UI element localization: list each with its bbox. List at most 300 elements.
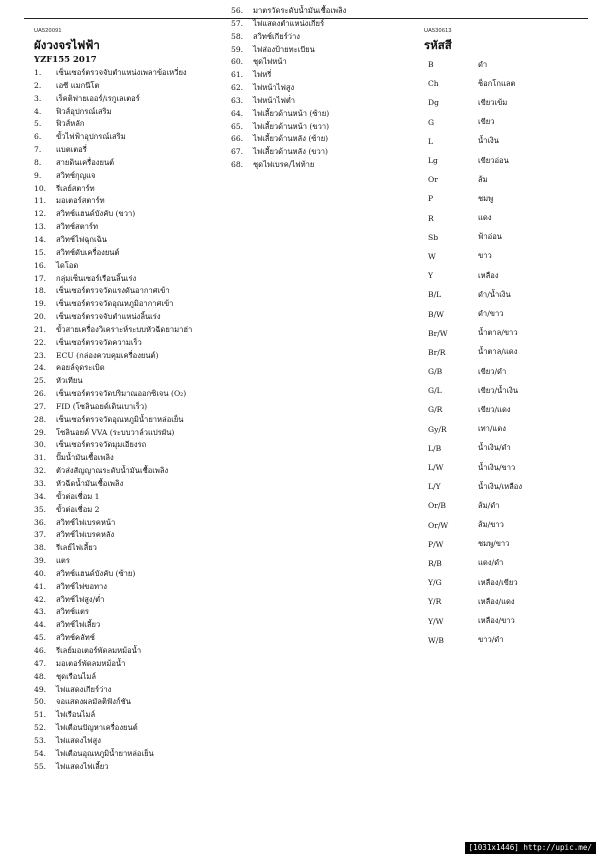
color-code: B/W <box>428 309 444 319</box>
section-code-right: UA530613 <box>424 28 452 34</box>
color-code: B <box>428 60 434 70</box>
legend-item-number: 41. <box>34 581 47 591</box>
color-code: W <box>428 251 436 261</box>
legend-item-number: 19. <box>34 299 47 309</box>
color-name: น้ำตาล/ขาว <box>478 328 518 338</box>
legend-item-number: 31. <box>34 453 47 463</box>
legend-item-text: ไฟแสดงไฟเลี้ยว <box>56 761 109 771</box>
color-code: L/W <box>428 463 444 473</box>
legend-item-number: 6. <box>34 132 42 142</box>
color-name: น้ำเงิน/ขาว <box>478 462 516 472</box>
legend-item-text: เซ็นเซอร์ตรวจจับตำแหน่งเพลาข้อเหวี่ยง <box>56 68 187 77</box>
color-code-row <box>428 458 522 477</box>
legend-item-text: ตัวส่งสัญญาณระดับน้ำมันเชื้อเพลิง <box>56 466 169 476</box>
color-code: W/B <box>428 635 444 645</box>
color-code: Br/R <box>428 347 446 357</box>
legend-item-text: ขั้วไฟฟ้าอุปกรณ์เสริม <box>56 132 126 142</box>
legend-item-number: 23. <box>34 350 47 360</box>
legend-item <box>231 56 411 69</box>
legend-list-2 <box>231 5 411 172</box>
color-code: Ch <box>428 79 439 89</box>
legend-item <box>34 285 224 298</box>
color-code-row <box>428 228 522 247</box>
color-code-row <box>428 285 522 304</box>
legend-item-number: 65. <box>231 121 244 131</box>
legend-item-number: 11. <box>34 196 47 206</box>
color-code-row <box>428 516 522 535</box>
color-code-row <box>428 170 522 189</box>
legend-item <box>34 568 224 581</box>
color-code-row <box>428 266 522 285</box>
legend-item-text: สวิทช์ไฟเลี้ยว <box>56 620 101 630</box>
legend-item-number: 48. <box>34 671 47 681</box>
legend-item-number: 49. <box>34 684 47 694</box>
legend-item-number: 32. <box>34 466 47 476</box>
legend-item-number: 9. <box>34 170 42 180</box>
legend-item <box>34 350 224 363</box>
legend-item <box>231 133 411 146</box>
legend-item <box>34 401 224 414</box>
color-code-row <box>428 343 522 362</box>
legend-item-number: 59. <box>231 44 244 54</box>
color-code: Y/G <box>428 578 442 588</box>
legend-item <box>34 696 224 709</box>
legend-item <box>34 195 224 208</box>
legend-item-text: ไฟส่องป้ายทะเบียน <box>253 44 315 54</box>
legend-item-number: 12. <box>34 209 47 219</box>
legend-item-number: 60. <box>231 57 244 67</box>
legend-item <box>34 170 224 183</box>
color-name: เหลือง/ขาว <box>478 616 515 626</box>
legend-item-number: 33. <box>34 479 47 488</box>
legend-item-number: 51. <box>34 710 47 720</box>
color-name: น้ำเงิน/ดำ <box>478 443 511 453</box>
legend-item <box>34 375 224 388</box>
color-code: R <box>428 213 434 223</box>
color-code-row <box>428 573 522 592</box>
color-code-table <box>428 55 522 650</box>
color-name: เหลือง/แดง <box>478 596 515 606</box>
legend-item-text: ไฟหน้าไฟต่ำ <box>253 95 296 105</box>
color-code-row <box>428 496 522 515</box>
color-name: ส้ม/ขาว <box>478 520 504 530</box>
color-code-row <box>428 113 522 132</box>
legend-item <box>34 529 224 542</box>
legend-item <box>34 619 224 632</box>
color-code: Gy/R <box>428 424 447 434</box>
legend-item-number: 25. <box>34 376 47 386</box>
color-name: น้ำเงิน/เหลือง <box>478 481 523 491</box>
legend-item <box>34 735 224 748</box>
legend-item-text: ไฟเตือนอุณหภูมิน้ำยาหล่อเย็น <box>56 748 154 758</box>
legend-item-text: แตร <box>56 556 70 566</box>
legend-item-text: สวิทช์แฮนด์บังคับ (ขวา) <box>56 209 136 219</box>
color-code: G/R <box>428 405 443 415</box>
legend-item-text: ไฟเรือนไมล์ <box>56 710 96 720</box>
color-name: เหลือง <box>478 270 499 280</box>
legend-item-text: ปั๊มน้ำมันเชื้อเพลิง <box>56 453 114 463</box>
legend-item-number: 1. <box>34 68 42 77</box>
legend-item <box>34 517 224 530</box>
legend-item-number: 40. <box>34 568 47 578</box>
legend-item-text: โซลินอยด์ VVA (ระบบวาล์วแปรผัน) <box>56 427 175 437</box>
legend-item-number: 63. <box>231 95 244 105</box>
legend-item-text: สวิทช์ดับเครื่องยนต์ <box>56 247 120 257</box>
color-name: เขียวอ่อน <box>478 155 509 165</box>
color-code-row <box>428 381 522 400</box>
legend-item-text: ขั้วต่อเชื่อม 1 <box>56 491 100 501</box>
legend-item-number: 16. <box>34 260 47 270</box>
legend-item-text: ไฟเลี้ยวด้านหลัง (ซ้าย) <box>253 134 329 144</box>
legend-item <box>34 671 224 684</box>
legend-item <box>231 121 411 134</box>
legend-item-number: 58. <box>231 31 244 41</box>
section-code-left: UA520091 <box>34 28 62 34</box>
legend-item <box>231 44 411 57</box>
legend-item <box>34 273 224 286</box>
color-code: R/B <box>428 558 442 568</box>
color-code-row <box>428 189 522 208</box>
legend-item-text: รีเลย์มอเตอร์พัดลมหม้อน้ำ <box>56 645 142 655</box>
legend-item-text: ไฟแสดงตำแหน่งเกียร์ <box>253 18 325 28</box>
legend-item-number: 17. <box>34 273 47 283</box>
color-code-row <box>428 55 522 74</box>
color-code-row <box>428 420 522 439</box>
legend-item-text: ไฟหรี่ <box>253 70 272 80</box>
legend-item <box>34 465 224 478</box>
legend-item <box>34 388 224 401</box>
legend-item-text: เซ็นเซอร์ตรวจวัดอุณหภูมิอากาศเข้า <box>56 299 174 309</box>
legend-item <box>34 491 224 504</box>
color-code: Y/R <box>428 597 442 607</box>
legend-item-number: 30. <box>34 440 47 450</box>
legend-item <box>231 69 411 82</box>
legend-item-number: 38. <box>34 543 47 553</box>
legend-item-text: รีเลย์ไฟเลี้ยว <box>56 543 97 553</box>
color-code: G/L <box>428 386 442 396</box>
legend-item <box>231 31 411 44</box>
legend-item-text: ไฟแสดงเกียร์ว่าง <box>56 684 112 694</box>
color-code-row <box>428 535 522 554</box>
legend-item-text: ฟิวส์อุปกรณ์เสริม <box>56 106 112 116</box>
legend-item-number: 21. <box>34 324 47 334</box>
legend-item <box>34 542 224 555</box>
legend-item <box>34 106 224 119</box>
legend-item-number: 22. <box>34 337 47 347</box>
legend-item <box>34 93 224 106</box>
legend-item-number: 62. <box>231 83 244 93</box>
legend-item-number: 45. <box>34 633 47 643</box>
color-code-row <box>428 631 522 650</box>
legend-item <box>34 67 224 80</box>
color-code-row <box>428 400 522 419</box>
legend-item <box>34 722 224 735</box>
legend-item-number: 27. <box>34 401 47 411</box>
legend-item <box>34 645 224 658</box>
legend-item-number: 66. <box>231 134 244 144</box>
color-name: ช็อกโกแลต <box>478 78 516 88</box>
legend-item-text: เซ็นเซอร์ตรวจวัดมุมเอียงรถ <box>56 440 147 450</box>
legend-item <box>34 260 224 273</box>
legend-item <box>34 247 224 260</box>
legend-item-text: มอเตอร์พัดลมหม้อน้ำ <box>56 658 126 668</box>
legend-item <box>34 555 224 568</box>
legend-item-text: เซ็นเซอร์ตรวจวัดปริมาณออกซิเจน (O₂) <box>56 389 187 399</box>
legend-item <box>34 439 224 452</box>
watermark-badge: [1031x1446] http://upic.me/ <box>465 842 596 854</box>
color-name: เทา/แดง <box>478 424 506 434</box>
color-code: Lg <box>428 156 438 166</box>
legend-item-text: สวิทช์ไฟเบรคหลัง <box>56 530 115 540</box>
legend-item-text: สวิทช์คลัทช์ <box>56 633 95 643</box>
color-name: ดำ/น้ำเงิน <box>478 289 511 299</box>
color-name: ชมพู/ขาว <box>478 539 510 549</box>
legend-item <box>231 82 411 95</box>
color-name: ดำ/ขาว <box>478 309 504 319</box>
color-code: P/W <box>428 539 444 549</box>
legend-item-text: ไฟหน้าไฟสูง <box>253 83 295 93</box>
legend-item-text: เซ็นเซอร์ตรวจจับตำแหน่งลิ้นเร่ง <box>56 312 161 322</box>
color-code-row <box>428 362 522 381</box>
legend-item-text: สวิทช์สตาร์ท <box>56 222 98 232</box>
color-code-row <box>428 247 522 266</box>
color-code: Or/B <box>428 501 446 511</box>
color-name: แดง <box>478 213 492 223</box>
legend-item <box>231 18 411 31</box>
legend-item-number: 50. <box>34 697 47 707</box>
legend-item-number: 28. <box>34 414 47 424</box>
color-code: L <box>428 136 434 146</box>
legend-item-text: เร็คติฟายเออร์/เรกูเลเตอร์ <box>56 93 140 103</box>
legend-item <box>34 298 224 311</box>
legend-item-text: สายดินเครื่องยนต์ <box>56 157 115 167</box>
legend-item-number: 24. <box>34 363 47 373</box>
legend-item-text: สวิทช์แฮนด์บังคับ (ซ้าย) <box>56 568 136 578</box>
color-name: ส้ม/ดำ <box>478 500 500 510</box>
color-code: Br/W <box>428 328 448 338</box>
color-code: Y <box>428 271 434 281</box>
color-name: น้ำเงิน <box>478 136 499 146</box>
section-title-left: ผังวงจรไฟฟ้า <box>34 38 100 52</box>
color-name: เขียว/ดำ <box>478 366 507 376</box>
legend-item-text: FID (โซลินอยด์เดินเบาเร็ว) <box>56 401 148 411</box>
legend-item-number: 36. <box>34 517 47 527</box>
legend-item-text: สวิทช์กุญแจ <box>56 170 96 180</box>
color-name: ชมพู <box>478 193 494 203</box>
legend-item-text: ไฟเลี้ยวด้านหน้า (ขวา) <box>253 121 330 131</box>
legend-item-text: ชุดเรือนไมล์ <box>56 671 96 681</box>
legend-item-number: 56. <box>231 6 244 15</box>
legend-item <box>34 761 224 774</box>
legend-item-text: ไดโอด <box>56 260 79 270</box>
section-title-right: รหัสสี <box>424 38 452 52</box>
color-code-row <box>428 554 522 573</box>
legend-item <box>34 221 224 234</box>
color-name: ส้ม <box>478 174 488 184</box>
legend-item-number: 13. <box>34 222 47 232</box>
color-name: เหลือง/เขียว <box>478 577 518 587</box>
legend-item <box>34 427 224 440</box>
color-code: L/Y <box>428 482 441 492</box>
color-name: น้ำตาล/แดง <box>478 347 518 357</box>
legend-item-number: 64. <box>231 108 244 118</box>
legend-item <box>34 183 224 196</box>
color-code-row <box>428 209 522 228</box>
legend-item-text: ฟิวส์หลัก <box>56 119 85 129</box>
legend-item <box>231 5 411 18</box>
legend-item-text: แบตเตอรี่ <box>56 145 87 155</box>
color-code-row <box>428 592 522 611</box>
legend-item <box>34 748 224 761</box>
legend-item <box>231 159 411 172</box>
legend-item-number: 67. <box>231 147 244 157</box>
color-code: P <box>428 194 434 204</box>
color-code-row <box>428 304 522 323</box>
legend-item <box>231 146 411 159</box>
legend-item-number: 14. <box>34 234 47 244</box>
color-code-row <box>428 93 522 112</box>
legend-item-number: 35. <box>34 504 47 514</box>
color-code: L/B <box>428 443 442 453</box>
legend-item-number: 4. <box>34 106 42 116</box>
legend-item-text: สวิทช์แตร <box>56 607 89 617</box>
legend-item-number: 53. <box>34 735 47 745</box>
legend-item-text: เซ็นเซอร์ตรวจวัดอุณหภูมิน้ำยาหล่อเย็น <box>56 414 184 424</box>
legend-item-text: ชุดไฟเบรค/ไฟท้าย <box>253 160 315 170</box>
legend-item-number: 68. <box>231 160 244 170</box>
legend-item <box>34 208 224 221</box>
color-code: G/B <box>428 367 443 377</box>
legend-item-number: 20. <box>34 312 47 322</box>
legend-item-text: คอยล์จุดระเบิด <box>56 363 105 373</box>
legend-item-text: ชุดไฟหน้า <box>253 57 287 67</box>
legend-item-number: 52. <box>34 723 47 733</box>
color-code: Sb <box>428 232 439 242</box>
color-code-row <box>428 439 522 458</box>
legend-item-number: 61. <box>231 70 244 80</box>
legend-item-text: มาตรวัดระดับน้ำมันเชื้อเพลิง <box>253 6 347 15</box>
color-code: G <box>428 117 435 127</box>
legend-item <box>34 658 224 671</box>
color-code: Y/W <box>428 616 444 626</box>
legend-item <box>34 414 224 427</box>
legend-item-text: สวิทช์ไฟเบรคหน้า <box>56 517 116 527</box>
legend-item-number: 37. <box>34 530 47 540</box>
color-name: เขียว/น้ำเงิน <box>478 385 519 395</box>
legend-item-number: 26. <box>34 389 47 399</box>
legend-item <box>34 144 224 157</box>
legend-item <box>34 311 224 324</box>
legend-item <box>34 157 224 170</box>
legend-item <box>34 632 224 645</box>
color-name: แดง/ดำ <box>478 558 504 568</box>
legend-item-text: เซ็นเซอร์ตรวจวัดแรงดันอากาศเข้า <box>56 286 170 296</box>
legend-item-number: 47. <box>34 658 47 668</box>
color-code: Dg <box>428 98 439 108</box>
legend-item-text: หัวฉีดน้ำมันเชื้อเพลิง <box>56 479 124 488</box>
legend-item-text: เอซี แมกนีโต <box>56 80 100 90</box>
legend-item-number: 34. <box>34 491 47 501</box>
legend-item-text: สวิทช์ไฟขอทาง <box>56 581 107 591</box>
legend-item <box>34 594 224 607</box>
legend-item <box>34 234 224 247</box>
color-code-row <box>428 151 522 170</box>
color-name: เขียว/แดง <box>478 404 511 414</box>
legend-item-text: รีเลย์สตาร์ท <box>56 183 95 193</box>
legend-item-text: ไฟแสดงไฟสูง <box>56 735 101 745</box>
legend-item-number: 46. <box>34 645 47 655</box>
legend-item <box>231 108 411 121</box>
legend-item-number: 7. <box>34 145 42 155</box>
color-name: เขียวเข้ม <box>478 97 508 107</box>
legend-item <box>34 581 224 594</box>
color-name: เขียว <box>478 117 495 127</box>
color-name: ขาว/ดำ <box>478 635 504 645</box>
legend-item <box>34 684 224 697</box>
legend-item <box>34 324 224 337</box>
legend-item-number: 10. <box>34 183 47 193</box>
legend-item <box>34 452 224 465</box>
legend-list-1 <box>34 67 224 773</box>
legend-item-number: 55. <box>34 761 47 771</box>
color-code: Or/W <box>428 520 449 530</box>
color-code-row <box>428 132 522 151</box>
color-code-row <box>428 611 522 630</box>
legend-item-number: 15. <box>34 247 47 257</box>
legend-item-number: 18. <box>34 286 47 296</box>
color-name: ดำ <box>478 59 488 69</box>
legend-item-text: เซ็นเซอร์ตรวจวัดความเร็ว <box>56 337 142 347</box>
legend-item <box>34 606 224 619</box>
legend-item-text: มอเตอร์สตาร์ท <box>56 196 105 206</box>
legend-item <box>34 478 224 491</box>
legend-item <box>34 118 224 131</box>
legend-item <box>34 337 224 350</box>
legend-item <box>34 504 224 517</box>
legend-item-number: 39. <box>34 556 47 566</box>
legend-item <box>34 80 224 93</box>
legend-item <box>34 362 224 375</box>
model-label: YZF155 2017 <box>34 55 97 65</box>
legend-item <box>231 95 411 108</box>
legend-item-number: 57. <box>231 18 244 28</box>
legend-item-number: 44. <box>34 620 47 630</box>
legend-item-number: 29. <box>34 427 47 437</box>
legend-item-text: ขั้วสายเครื่องวิเคราะห์ระบบหัวฉีดยามาฮ่า <box>56 324 193 334</box>
legend-item-number: 5. <box>34 119 42 129</box>
legend-item-text: สวิทช์ไฟฉุกเฉิน <box>56 234 107 244</box>
color-code: Or <box>428 175 438 185</box>
color-code-row <box>428 74 522 93</box>
legend-item-text: กลุ่มเซ็นเซอร์เรือนลิ้นเร่ง <box>56 273 137 283</box>
legend-item-text: หัวเทียน <box>56 376 83 386</box>
legend-item-text: ไฟเลี้ยวด้านหลัง (ขวา) <box>253 147 328 157</box>
legend-item-text: ไฟเตือนปัญหาเครื่องยนต์ <box>56 723 138 733</box>
color-code: B/L <box>428 290 442 300</box>
color-name: ฟ้าอ่อน <box>478 232 502 242</box>
legend-item-text: ขั้วต่อเชื่อม 2 <box>56 504 100 514</box>
legend-item-text: จอแสดงผลมัลติฟังก์ชัน <box>56 697 131 707</box>
legend-item <box>34 709 224 722</box>
legend-item-number: 8. <box>34 157 42 167</box>
legend-item-number: 3. <box>34 93 42 103</box>
legend-item-number: 42. <box>34 594 47 604</box>
color-code-row <box>428 324 522 343</box>
legend-item-text: ไฟเลี้ยวด้านหน้า (ซ้าย) <box>253 108 330 118</box>
legend-item-number: 2. <box>34 80 42 90</box>
legend-item-number: 54. <box>34 748 47 758</box>
color-name: ขาว <box>478 251 492 261</box>
